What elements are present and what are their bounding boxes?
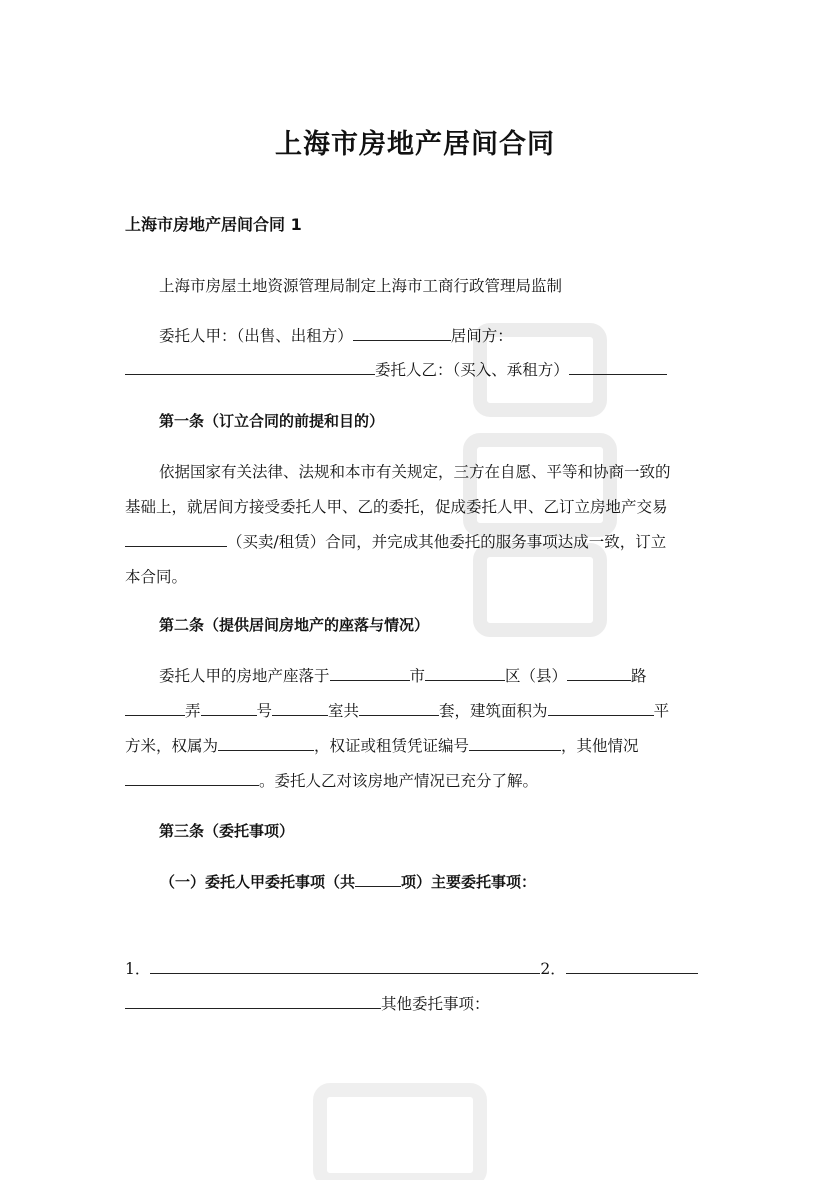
agent-blank[interactable] xyxy=(125,360,375,375)
city-blank[interactable] xyxy=(330,666,410,681)
other-label: ，其他情况 xyxy=(561,737,639,755)
article2-end-text: 。委托人乙对该房地产情况已充分了解。 xyxy=(259,772,539,790)
ownership-label: 方米，权属为 xyxy=(125,737,219,755)
city-label: 市 xyxy=(409,667,426,685)
items-line1 xyxy=(125,957,705,979)
item2-label: 2． xyxy=(540,960,566,978)
room-label: 室共 xyxy=(328,702,360,720)
article3-heading: 第三条（委托事项） xyxy=(159,822,295,840)
sub-a-end: 项）主要委托事项： xyxy=(401,873,537,891)
sub-a-start: （一）委托人甲委托事项（共 xyxy=(160,873,356,891)
road-label: 路 xyxy=(631,667,647,685)
number-label: 号 xyxy=(256,702,273,720)
items-line2 xyxy=(125,992,705,1014)
road-blank[interactable] xyxy=(567,666,631,681)
room-blank[interactable] xyxy=(272,701,328,716)
document-title: 上海市房地产居间合同 xyxy=(275,129,555,160)
article2-line3 xyxy=(125,734,705,756)
party-b-label: 委托人乙：（买入、承租方） xyxy=(375,361,569,379)
article3-sub-a xyxy=(160,871,740,892)
section-subtitle: 上海市房地产居间合同 1 xyxy=(125,215,302,234)
article1-line1: 依据国家有关法律、法规和本市有关规定，三方在自愿、平等和协商一致的 xyxy=(159,463,671,481)
other-items-label: 其他委托事项： xyxy=(381,995,490,1013)
cert-blank[interactable] xyxy=(469,736,561,751)
party-b-blank[interactable] xyxy=(569,360,667,375)
agent-label: 居间方： xyxy=(450,327,513,345)
article2-line1 xyxy=(159,664,739,686)
transaction-blank[interactable] xyxy=(125,532,227,547)
article1-line3-text: （买卖/租赁）合同，并完成其他委托的服务事项达成一致，订立 xyxy=(227,533,667,551)
sets-label: 套，建筑面积为 xyxy=(439,702,548,720)
article2-line4 xyxy=(125,769,705,791)
item-count-blank[interactable] xyxy=(355,872,401,887)
party-a-label: 委托人甲：（出售、出租方） xyxy=(159,327,353,345)
item1-blank[interactable] xyxy=(150,959,540,974)
party-a-blank[interactable] xyxy=(353,326,451,341)
issuer-line: 上海市房屋土地资源管理局制定上海市工商行政管理局监制 xyxy=(159,277,563,295)
number-blank[interactable] xyxy=(201,701,257,716)
lane-blank[interactable] xyxy=(125,701,185,716)
area-blank[interactable] xyxy=(548,701,654,716)
other-blank[interactable] xyxy=(125,771,259,786)
watermark-graphic-bottom xyxy=(300,1070,500,1180)
party-a-line xyxy=(159,324,739,346)
district-label: 区（县） xyxy=(505,667,568,685)
article1-heading: 第一条（订立合同的前提和目的） xyxy=(159,412,385,430)
item2-blank[interactable] xyxy=(566,959,698,974)
item2-continuation-blank[interactable] xyxy=(125,994,381,1009)
article1-line4: 本合同。 xyxy=(125,568,188,586)
lane-label: 弄 xyxy=(185,702,201,720)
article1-line3 xyxy=(125,530,705,552)
ownership-blank[interactable] xyxy=(218,736,314,751)
sets-blank[interactable] xyxy=(359,701,439,716)
cert-label: ，权证或租赁凭证编号 xyxy=(314,737,470,755)
article1-line2: 基础上，就居间方接受委托人甲、乙的委托，促成委托人甲、乙订立房地产交易 xyxy=(125,498,668,516)
location-label: 委托人甲的房地产座落于 xyxy=(159,667,330,685)
article2-heading: 第二条（提供居间房地产的座落与情况） xyxy=(159,616,430,634)
sqm-label-1: 平 xyxy=(653,702,670,720)
article2-line2 xyxy=(125,699,705,721)
item1-label: 1． xyxy=(125,960,151,978)
district-blank[interactable] xyxy=(425,666,505,681)
party-b-line xyxy=(125,358,705,380)
